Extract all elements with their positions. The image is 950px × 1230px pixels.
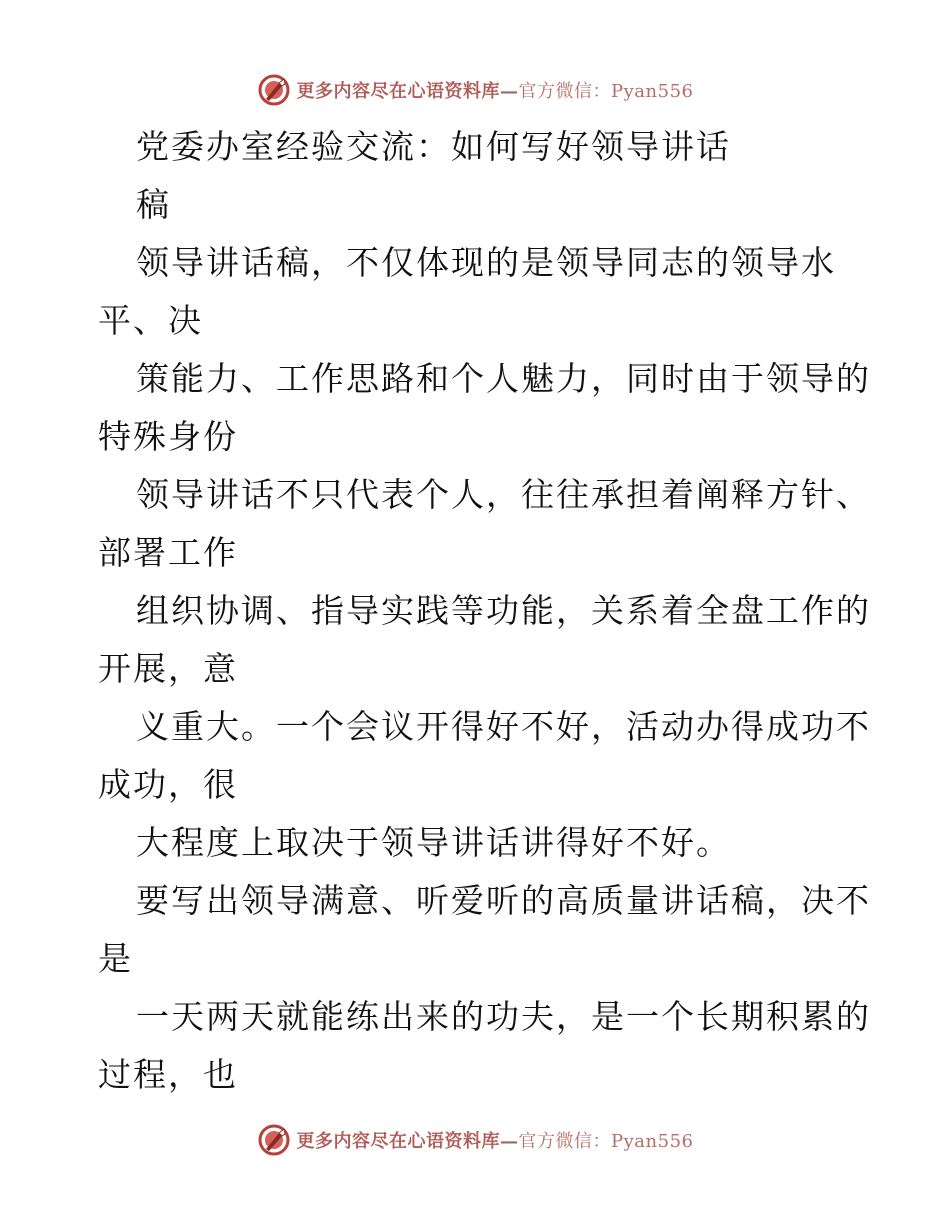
document-body — [98, 118, 871, 1104]
text-line: 部署工作 — [98, 533, 238, 572]
pen-nib-circle-icon — [257, 1123, 291, 1157]
text-line: 党委办室经验交流：如何写好领导讲话 — [136, 127, 731, 166]
text-line: 特殊身份 — [98, 417, 238, 456]
text-line: 大程度上取决于领导讲话讲得好不好。 — [136, 823, 731, 862]
text-line: 要写出领导满意、听爱听的高质量讲话稿，决不 — [136, 881, 871, 920]
text-line: 稿 — [136, 185, 171, 224]
text-line: 一天两天就能练出来的功夫，是一个长期积累的 — [136, 997, 871, 1036]
text-line: 组织协调、指导实践等功能，关系着全盘工作的 — [136, 591, 871, 630]
text-line: 是 — [98, 939, 133, 978]
text-line: 成功，很 — [98, 765, 238, 804]
text-line: 过程，也 — [98, 1055, 238, 1094]
header-watermark — [0, 70, 950, 110]
text-line: 开展，意 — [98, 649, 238, 688]
text-line: 领导讲话不只代表个人，往往承担着阐释方针、 — [136, 475, 871, 514]
text-line: 策能力、工作思路和个人魅力，同时由于领导的 — [136, 359, 871, 398]
text-line: 领导讲话稿，不仅体现的是领导同志的领导水 — [136, 243, 836, 282]
pen-nib-circle-icon — [257, 73, 291, 107]
watermark-text: 更多内容尽在心语资料库—官方微信：Pyan556 — [296, 1131, 694, 1152]
text-line: 平、决 — [98, 301, 203, 340]
watermark-text: 更多内容尽在心语资料库—官方微信：Pyan556 — [296, 81, 694, 102]
text-line: 义重大。一个会议开得好不好，活动办得成功不 — [136, 707, 871, 746]
footer-watermark — [0, 1120, 950, 1160]
